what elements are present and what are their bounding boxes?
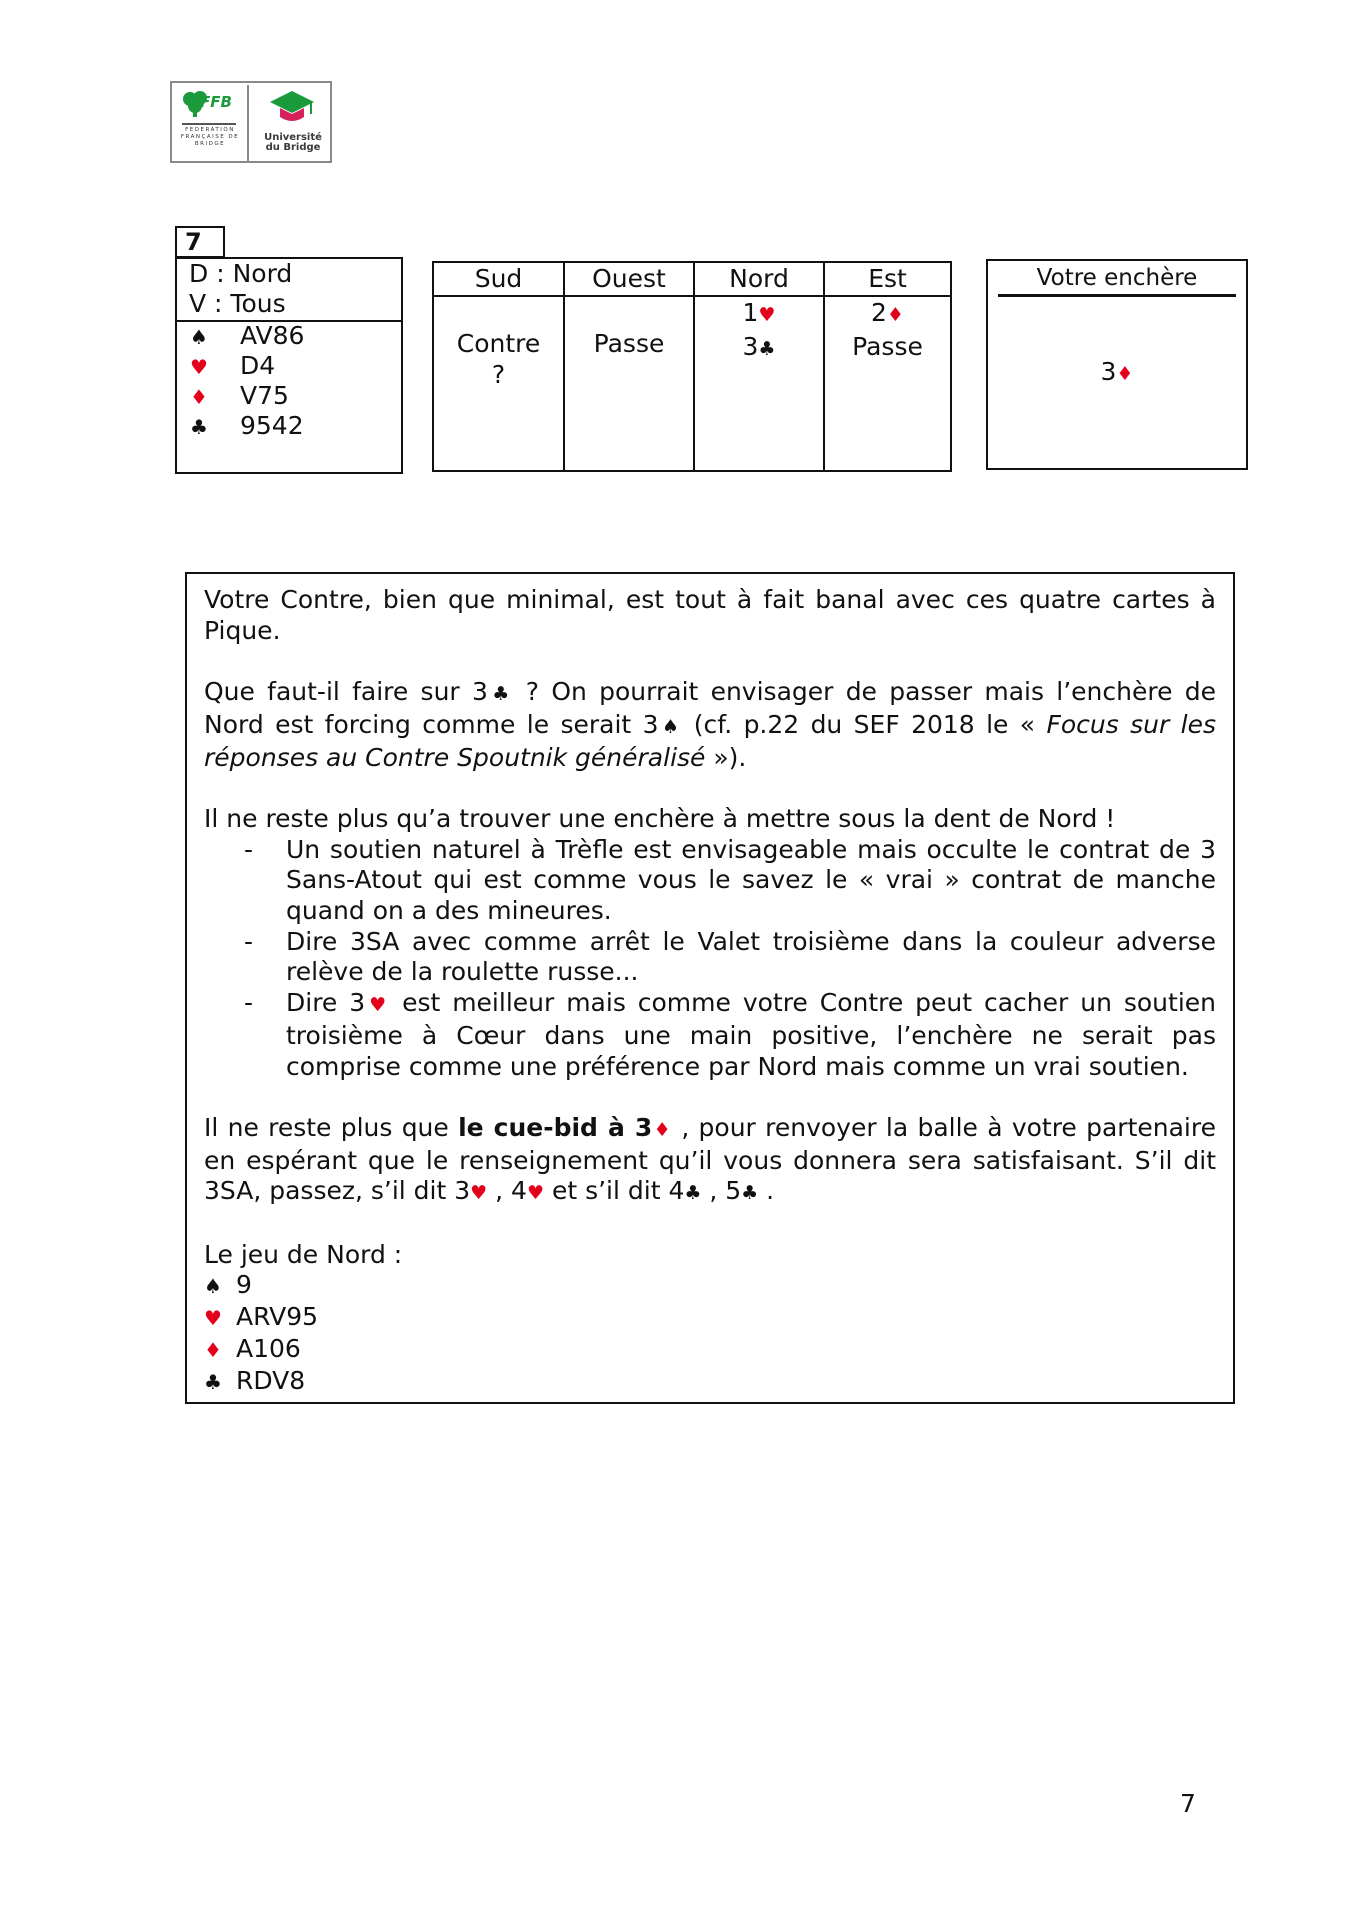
p4-text-f: . — [758, 1176, 775, 1206]
north-clubs-cards: RDV8 — [236, 1365, 306, 1395]
p2-text-a: Que faut-il faire sur 3 — [204, 677, 488, 707]
graduation-cap-icon — [268, 89, 316, 129]
answer-value — [988, 357, 1246, 386]
diamond-icon: ♦ — [190, 385, 208, 409]
heart-icon: ♥ — [204, 1306, 222, 1331]
paragraph-1: Votre Contre, bien que minimal, est tout à fait banal avec ces quatre cartes à Pique. — [204, 585, 1216, 645]
spades-row — [190, 321, 304, 352]
north-spades-row — [204, 1270, 1216, 1302]
diamonds-cards: V75 — [240, 381, 289, 410]
heart-icon: ♥ — [365, 994, 391, 1017]
answer-underline — [998, 294, 1236, 297]
universite-du-bridge-text: Université du Bridge — [264, 132, 322, 153]
list-item — [244, 926, 1216, 988]
north-diamonds-cards: A106 — [236, 1333, 301, 1363]
p2-text-c: (cf. p.22 du SEF 2018 le « — [682, 709, 1047, 739]
bullet-2-text: Dire 3SA avec comme arrêt le Valet troisième dans la couleur adverse relève de la roulette russe... — [286, 926, 1216, 987]
north-hearts-row — [204, 1302, 1216, 1334]
diamond-icon: ♦ — [1116, 363, 1134, 385]
bid-nord-1 — [695, 297, 823, 331]
p2-text-d: »). — [705, 742, 747, 772]
spade-icon: ♠ — [658, 715, 683, 738]
heart-icon: ♥ — [470, 1182, 488, 1205]
bid-ouest-1 — [565, 297, 693, 328]
options-list — [204, 835, 1216, 1083]
bid-est-1 — [825, 297, 950, 331]
list-item — [244, 834, 1216, 927]
p4-text-e: , 5 — [701, 1176, 742, 1206]
heart-icon: ♥ — [526, 1182, 544, 1205]
logo-divider — [247, 85, 249, 161]
bullet-dash: - — [244, 834, 254, 864]
header-nord: Nord — [695, 263, 823, 297]
bidding-table — [432, 261, 952, 472]
heart-icon: ♥ — [758, 304, 776, 326]
club-icon: ♣ — [684, 1182, 702, 1205]
diamond-icon: ♦ — [204, 1337, 222, 1362]
paragraph-4 — [204, 1113, 1216, 1209]
north-hand-title: Le jeu de Nord : — [204, 1239, 403, 1269]
bid-nord-2-level: 3 — [742, 332, 759, 361]
diamond-icon: ♦ — [886, 304, 904, 326]
bullet-3-text-a: Dire 3 — [286, 988, 366, 1018]
page-number: 7 — [1180, 1789, 1196, 1818]
club-icon: ♣ — [487, 683, 514, 706]
ffb-subtitle: FEDERATION FRANÇAISE DE BRIDGE — [180, 127, 240, 147]
p4-text-a: Il ne reste plus que — [204, 1112, 459, 1142]
dealer-line: D : Nord — [189, 259, 293, 288]
bid-sud-2: Contre — [456, 329, 541, 358]
spade-icon: ♠ — [204, 1274, 222, 1299]
vulnerability-line: V : Tous — [189, 289, 286, 318]
ffb-text: FFB — [200, 93, 232, 111]
bid-nord-1-level: 1 — [742, 298, 759, 327]
deal-number: 7 — [175, 226, 225, 258]
list-item — [244, 988, 1216, 1082]
bid-nord-2 — [695, 331, 823, 365]
bid-sud-3: ? — [491, 360, 506, 389]
north-hearts-cards: ARV95 — [236, 1302, 319, 1332]
club-icon: ♣ — [204, 1369, 222, 1394]
column-ouest — [565, 263, 695, 470]
p2-italic-reference: Focus sur les réponses au Contre Spoutnik généralisé — [204, 709, 1216, 772]
p4-text-c: , 4 — [487, 1176, 527, 1206]
header-est: Est — [825, 263, 950, 297]
answer-title: Votre enchère — [1036, 265, 1198, 291]
bid-est-2: Passe — [852, 332, 923, 361]
club-icon: ♣ — [741, 1182, 759, 1205]
ffb-logo — [170, 81, 332, 163]
p2-text-b: ? On pourrait envisager de passer mais l’enchère de Nord est forcing comme le serait 3 — [204, 677, 1216, 739]
diamonds-row — [190, 381, 289, 412]
paragraph-3: Il ne reste plus qu’a trouver une enchère à mettre sous la dent de Nord ! — [204, 803, 1116, 833]
bid-est-1-level: 2 — [871, 298, 887, 327]
spades-cards: AV86 — [240, 321, 305, 350]
hearts-row — [190, 351, 275, 382]
club-icon: ♣ — [758, 338, 776, 360]
answer-level: 3 — [1100, 357, 1117, 386]
bullet-1-text: Un soutien naturel à Trèfle est envisageable mais occulte le contrat de 3 Sans-Atout qui est comme vous le savez le « vrai » contrat de manche quand on a des mineures. — [286, 834, 1216, 925]
spade-icon: ♠ — [190, 325, 208, 349]
bullet-dash: - — [244, 988, 254, 1018]
column-sud — [434, 263, 565, 470]
p4-text-d: et s’il dit 4 — [544, 1176, 685, 1206]
north-diamonds-row — [204, 1334, 1216, 1366]
ffb-divider-line — [182, 123, 236, 125]
header-ouest: Ouest — [565, 263, 693, 297]
clubs-row — [190, 411, 304, 442]
bid-sud-1 — [434, 297, 563, 328]
club-icon: ♣ — [190, 415, 208, 439]
column-est — [825, 263, 950, 470]
north-clubs-row — [204, 1366, 1216, 1398]
paragraph-2 — [204, 677, 1216, 773]
header-sud: Sud — [434, 263, 563, 297]
diamond-icon: ♦ — [652, 1118, 673, 1141]
north-spades-cards: 9 — [236, 1270, 252, 1300]
answer-box — [986, 259, 1248, 470]
explanation-box — [185, 572, 1235, 1404]
hearts-cards: D4 — [240, 351, 276, 380]
p4-text-b: , pour renvoyer la balle à votre partenaire en espérant que le renseignement qu’il vous donnera sera satisfaisant. S’il dit 3SA, passez, s’il dit 3 — [204, 1112, 1216, 1206]
south-hand-box — [175, 257, 403, 474]
bullet-3-text-b: est meilleur mais comme votre Contre peut cacher un soutien troisième à Cœur dans une main positive, l’enchère ne serait pas comprise comme une préférence par Nord mais comme un vrai soutien. — [286, 988, 1216, 1081]
bullet-dash: - — [244, 926, 254, 956]
column-nord — [695, 263, 825, 470]
heart-icon: ♥ — [190, 355, 208, 379]
clubs-cards: 9542 — [240, 411, 304, 440]
p4-bold-cue-bid: le cue-bid à 3 — [458, 1112, 653, 1142]
bid-ouest-2: Passe — [593, 329, 665, 358]
